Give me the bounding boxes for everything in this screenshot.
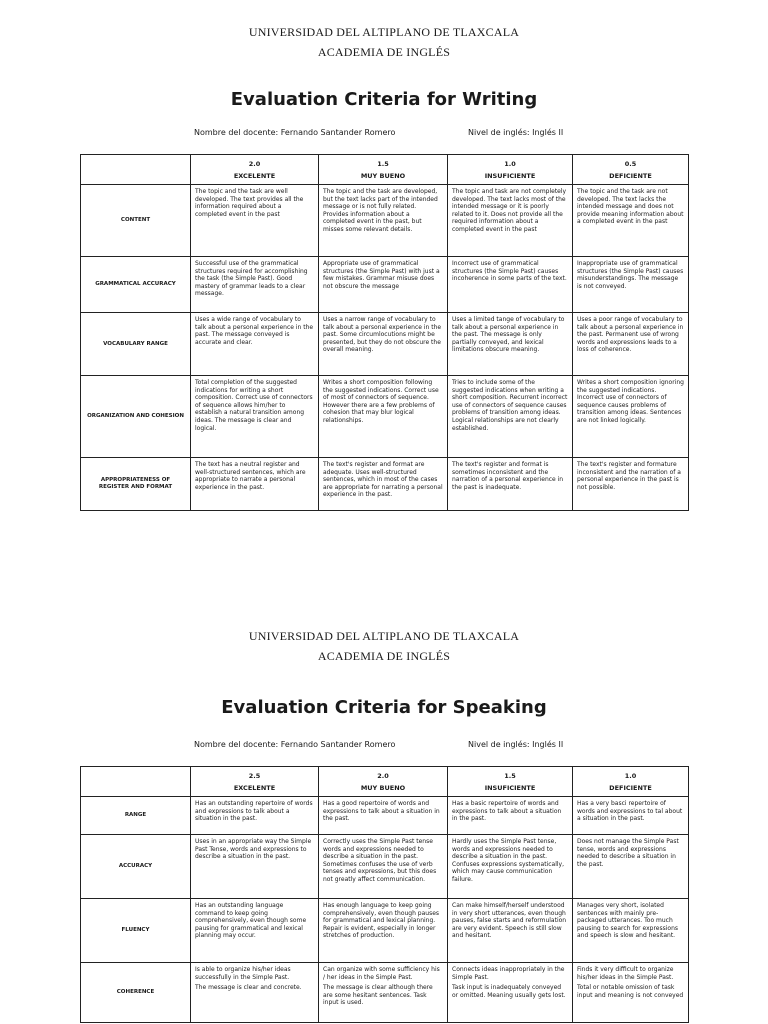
column-score: 2.0 — [248, 159, 261, 168]
table-header-row — [81, 155, 689, 185]
descriptor-paragraph: The message is clear and concrete. — [195, 984, 302, 992]
column-score: 0.5 — [624, 159, 637, 168]
descriptor-cell: Incorrect use of grammatical structures (the Simple Past) causes incoherence in some parts of the text. — [448, 257, 573, 313]
column-header — [448, 767, 573, 797]
descriptor-cell: Appropriate use of grammatical structures (the Simple Past) with just a few mistakes. Grammar misuse does not obscure the message — [319, 257, 448, 313]
descriptor-cell: Can make himself/herself understood in very short utterances, even though pauses, false starts and reformulation are very evident. Speech is still slow and hesitant. — [448, 899, 573, 963]
column-header — [319, 155, 448, 185]
column-label: EXCELENTE — [233, 783, 276, 792]
descriptor-paragraph: Finds it very difficult to organize his/her ideas in the Simple Past. — [577, 966, 674, 981]
criterion-label: ACCURACY — [81, 835, 191, 899]
descriptor-cell: The topic and the task are developed, but the text lacks part of the intended message or is not fully related. Provides information about a completed event in the past, but misses some relevant details. — [319, 185, 448, 257]
page-title: Evaluation Criteria for Speaking — [221, 697, 547, 718]
teacher-label: Nombre del docente: — [194, 740, 279, 749]
descriptor-paragraph: Connects ideas inappropriately in the Simple Past. — [452, 966, 565, 981]
descriptor-cell: Successful use of the grammatical structures required for accomplishing the task (the Simple Past). Good mastery of grammar leads to a clear message. — [191, 257, 319, 313]
descriptor-paragraph: Is able to organize his/her ideas successfully in the Simple Past. — [195, 966, 291, 981]
page-title: Evaluation Criteria for Writing — [230, 89, 538, 110]
criterion-label: RANGE — [81, 797, 191, 835]
table-row — [81, 458, 689, 511]
university-name: UNIVERSIDAD DEL ALTIPLANO DE TLAXCALA — [248, 25, 520, 39]
descriptor-cell — [319, 963, 448, 1023]
descriptor-paragraph: Can organize with some sufficiency his / her ideas in the Simple Past. — [323, 966, 440, 981]
level-label: Nivel de inglés: — [468, 740, 530, 749]
column-header — [573, 767, 689, 797]
criterion-label: ORGANIZATION AND COHESION — [81, 376, 191, 458]
column-label: MUY BUENO — [360, 171, 406, 180]
descriptor-cell: Has enough language to keep going comprehensively, even though pauses for grammatical and lexical planning. Repair is evident, especially in longer stretches of production. — [319, 899, 448, 963]
descriptor-cell: Uses a poor range of vocabulary to talk about a personal experience in the past. Permanent use of wrong words and expressions leads to a loss of coherence. — [573, 313, 689, 376]
writing-rubric-table — [80, 154, 689, 511]
column-header — [191, 767, 319, 797]
descriptor-cell — [573, 963, 689, 1023]
descriptor-cell: The text's register and format are adequate. Uses well-structured sentences, which in most of the cases are appropriate for narrating a personal experience in the past. — [319, 458, 448, 511]
table-row — [81, 257, 689, 313]
teacher-name: Fernando Santander Romero — [280, 740, 396, 749]
criterion-label: APPROPRIATENESS OF REGISTER AND FORMAT — [81, 458, 191, 511]
criterion-label: COHERENCE — [81, 963, 191, 1023]
corner-cell — [81, 767, 191, 797]
descriptor-cell: Uses a limited tange of vocabulary to talk about a personal experience in the past. The message is only partially conveyed, and lexical limitations obscure meaning. — [448, 313, 573, 376]
corner-cell — [81, 155, 191, 185]
descriptor-cell: The topic and the task are not developed. The text lacks the intended message and does not provide meaning information about a completed event in the past — [573, 185, 689, 257]
teacher-label: Nombre del docente: — [194, 128, 279, 137]
descriptor-cell: Manages very short, isolated sentences with mainly pre-packaged utterances. Too much pausing to search for expressions and speech is slow and hesitant. — [573, 899, 689, 963]
table-row — [81, 185, 689, 257]
column-label: MUY BUENO — [360, 783, 406, 792]
descriptor-cell: The topic and the task are well developed. The text provides all the information required about a completed event in the past — [191, 185, 319, 257]
table-row — [81, 963, 689, 1023]
column-header — [319, 767, 448, 797]
level-value: Inglés II — [532, 740, 564, 749]
column-score: 1.0 — [504, 159, 516, 168]
descriptor-cell: Uses a wide range of vocabulary to talk about a personal experience in the past. The message conveyed is accurate and clear. — [191, 313, 319, 376]
level-line — [468, 128, 563, 137]
column-header — [191, 155, 319, 185]
column-score: 1.5 — [504, 771, 516, 780]
descriptor-cell: Tries to include some of the suggested indications when writing a short composition. Recurrent incorrect use of connectors of sequence causes problems of transition among ideas. Logical relationships are not clearly established. — [448, 376, 573, 458]
descriptor-cell: Uses in an appropriate way the Simple Past Tense, words and expressions to describe a situation in the past. — [191, 835, 319, 899]
table-row — [81, 313, 689, 376]
teacher-line — [194, 740, 395, 749]
descriptor-cell: Correctly uses the Simple Past tense words and expressions needed to describe a situation in the past. Sometimes confuses the use of verb tenses and expressions, but this does not greatly affect communication. — [319, 835, 448, 899]
column-label: DEFICIENTE — [609, 171, 652, 180]
column-label: INSUFICIENTE — [484, 783, 536, 792]
descriptor-cell: Does not manage the Simple Past tense, words and expressions needed to describe a situation in the past. — [573, 835, 689, 899]
table-row — [81, 899, 689, 963]
descriptor-cell: Has a very basci repertoire of words and expressions to tal about a situation in the past. — [573, 797, 689, 835]
descriptor-cell: Inappropriate use of grammatical structures (the Simple Past) causes misunderstandings. The message is not conveyed. — [573, 257, 689, 313]
university-name: UNIVERSIDAD DEL ALTIPLANO DE TLAXCALA — [248, 629, 520, 643]
descriptor-cell: Writes a short composition ignoring the suggested indications. Incorrect use of connectors of sequence causes problems of transition among ideas. Sentences are not linked logically. — [573, 376, 689, 458]
descriptor-cell: Has a basic repertoire of words and expressions to talk about a situation in the past. — [448, 797, 573, 835]
column-score: 2.5 — [248, 771, 261, 780]
descriptor-cell — [191, 963, 319, 1023]
descriptor-cell: Hardly uses the Simple Past tense, words and expressions needed to describe a situation in the past. Confuses expressions systematically, which may cause communication failure. — [448, 835, 573, 899]
criterion-label: FLUENCY — [81, 899, 191, 963]
criterion-label: CONTENT — [81, 185, 191, 257]
criterion-label: VOCABULARY RANGE — [81, 313, 191, 376]
level-value: Inglés II — [532, 128, 564, 137]
column-score: 2.0 — [377, 771, 389, 780]
descriptor-cell: Writes a short composition following the suggested indications. Correct use of most of connectors of sequence. However there are a few problems of cohesion that may blur logical relationships. — [319, 376, 448, 458]
column-label: DEFICIENTE — [609, 783, 652, 792]
level-label: Nivel de inglés: — [468, 128, 530, 137]
column-score: 1.0 — [624, 771, 637, 780]
descriptor-cell: The topic and task are not completely developed. The text lacks most of the intended message or it is poorly related to it. Does not provide all the required information about a completed event in the past — [448, 185, 573, 257]
column-header — [448, 155, 573, 185]
descriptor-cell: The text's register and formature inconsistent and the narration of a personal experience in the past is not possible. — [573, 458, 689, 511]
teacher-name: Fernando Santander Romero — [280, 128, 396, 137]
speaking-rubric-table — [80, 766, 689, 1023]
descriptor-cell: Uses a narrow range of vocabulary to talk about a personal experience in the past. Some circumlocutions might be presented, but they do not obscure the overall meaning. — [319, 313, 448, 376]
descriptor-paragraph: Task input is inadequately conveyed or omitted. Meaning usually gets lost. — [452, 984, 566, 999]
descriptor-paragraph: Total or notable omission of task input and meaning is not conveyed — [577, 984, 684, 999]
descriptor-cell: Has an outstanding language command to keep going comprehensively, even though some pausing for grammatical and lexical planning may occur. — [191, 899, 319, 963]
column-header — [573, 155, 689, 185]
criterion-label: GRAMMATICAL ACCURACY — [81, 257, 191, 313]
table-row — [81, 835, 689, 899]
table-row — [81, 376, 689, 458]
descriptor-cell: Has a good repertoire of words and expressions to talk about a situation in the past. — [319, 797, 448, 835]
academy-name: ACADEMIA DE INGLÉS — [317, 45, 451, 59]
descriptor-cell: The text's register and format is sometimes inconsistent and the narration of a personal experience in the past is inadequate. — [448, 458, 573, 511]
column-score: 1.5 — [377, 159, 389, 168]
column-label: INSUFICIENTE — [484, 171, 536, 180]
level-line — [468, 740, 563, 749]
teacher-line — [194, 128, 395, 137]
academy-name: ACADEMIA DE INGLÉS — [317, 649, 451, 663]
table-row — [81, 797, 689, 835]
descriptor-cell: Total completion of the suggested indications for writing a short composition. Correct use of connectors of sequence allows him/her to establish a natural transition among ideas. The message is clear and logical. — [191, 376, 319, 458]
descriptor-paragraph: The message is clear although there are some hesitant sentences. Task input is used. — [323, 984, 433, 1007]
descriptor-cell — [448, 963, 573, 1023]
column-label: EXCELENTE — [233, 171, 276, 180]
descriptor-cell: The text has a neutral register and well-structured sentences, which are appropriate to narrate a personal experience in the past. — [191, 458, 319, 511]
descriptor-cell: Has an outstanding repertoire of words and expressions to talk about a situation in the past. — [191, 797, 319, 835]
table-header-row — [81, 767, 689, 797]
